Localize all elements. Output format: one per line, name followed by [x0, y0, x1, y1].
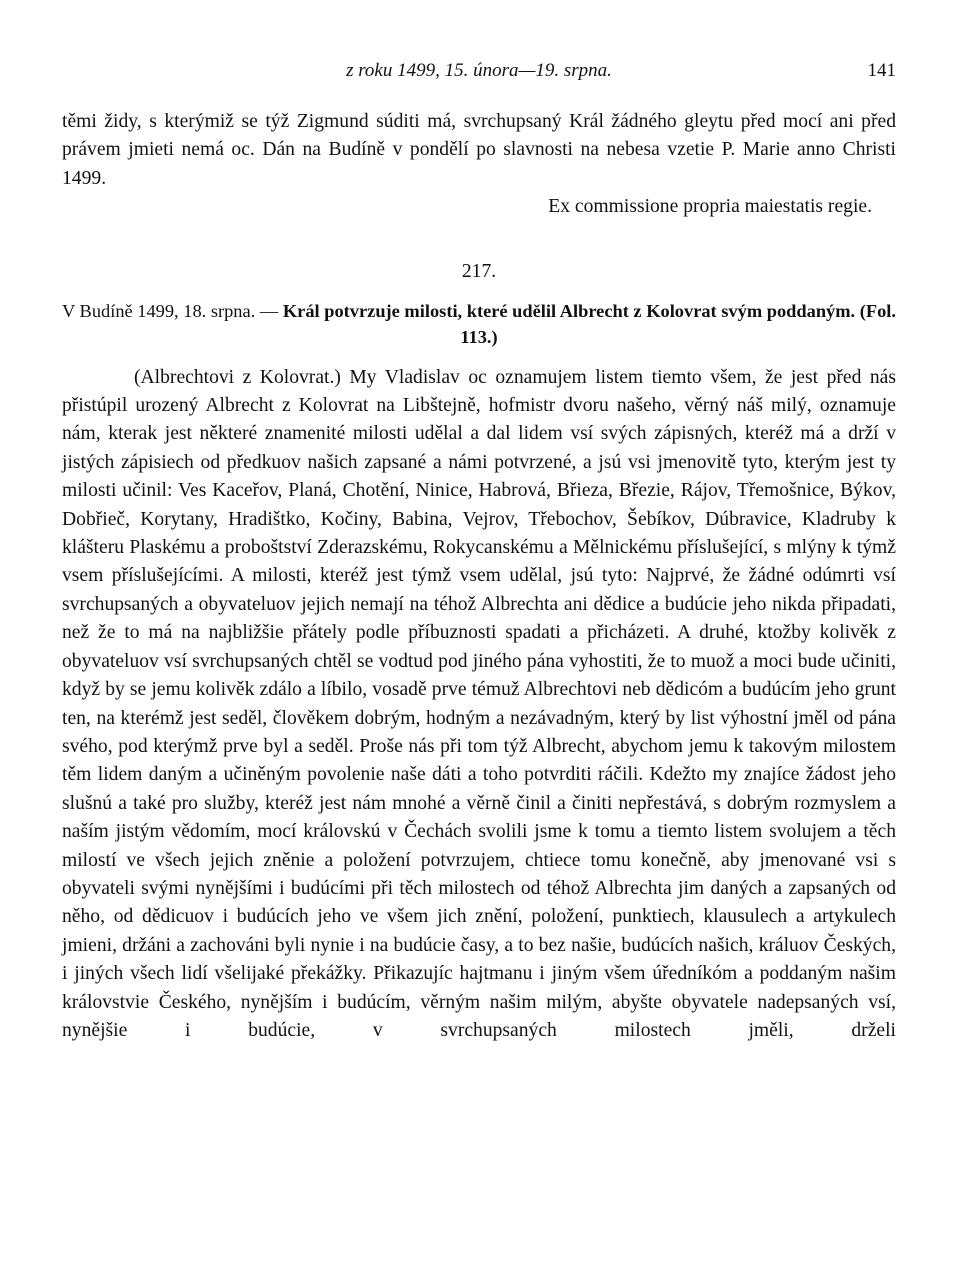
previous-document-text: těmi židy, s kterýmiž se týž Zigmund súditi má, svrchupsaný Král žádného gleytu před mocí ani před právem jmieti nemá oc. Dán na Budíně v pondělí po slavnosti na nebesa vzetie P. Marie anno Christi 1499.: [62, 111, 896, 189]
page-header: [62, 60, 896, 90]
document-body: [62, 364, 896, 1046]
regest-place-date: V Budíně 1499, 18. srpna. —: [62, 300, 279, 321]
document-regest: [62, 298, 896, 350]
running-title: z roku 1499, 15. února—19. srpna.: [346, 60, 612, 81]
document-body-text: (Albrechtovi z Kolovrat.) My Vladislav oc oznamujem listem tiemto všem, že jest před nás přistúpil urozený Albrecht z Kolovrat na Libštejně, hofmistr dvoru našeho, věrný náš milý, oznamuje nám, kterak jest některé znamenité milosti udělal a dal lidem vsí svých zápisných, kteréž má a drží v jistých zápisiech od předkuov našich zapsané a námi potvrzené, a jsú vsi jmenovitě tyto, kterým jest ty milosti učinil: Ves Kaceřov, Planá, Chotění, Ninice, Habrová, Břieza, Březie, Rájov, Třemošnice, Býkov, Dobřieč, Korytany, Hradištko, Kočiny, Babina, Vejrov, Třebochov, Šebíkov, Dúbravice, Kladruby k klášteru Plaskému a proboštství Zderazskému, Rokycanskému a Mělnickému příslušející, s mlýny k týmž vsem příslušejícími. A milosti, kteréž jest týmž vsem udělal, jsú tyto: Najprvé, že žádné odúmrti vsí svrchupsaných a obyvateluov jejich nemají na téhož Albrechta ani dědice a budúcie jeho nikda připadati, než že to má na najbližšie přátely podle příbuznosti spadati a přicházeti. A druhé, ktožby kolivěk z obyvateluov vsí svrchupsaných chtěl se vodtud pod jiného pána vyhostiti, že to muož a moci bude učiniti, když by se jemu kolivěk zdálo a líbilo, vosadě prve témuž Albrechtovi neb dědicóm a budúcím jeho grunt ten, na kterémž jest seděl, člověkem dobrým, hodným a nezávadným, který by list výhostní jměl od pána svého, pod kterýmž prve byl a seděl. Proše nás při tom týž Albrecht, abychom jemu k takovým milostem těm lidem daným a učiněným povolenie naše dáti a toho potvrditi ráčili. Kdežto my znajíce žádost jeho slušnú a také pro služby, kteréž jest nám mnohé a věrně činil a činiti nepřestává, s dobrým rozmyslem a naším jistým vědomím, mocí královskú v Čechách svolili jsme k tomu a tiemto listem svolujem a těch milostí ve všech jejich zněnie a položení potvrzujem, chtiece tomu konečně, aby jmenované vsi s obyvateli svými nynějšími i budúcími při těch milostech od téhož Albrechta jim daných a zapsaných od něho, od dědicuov i budúcích jeho ve všem jich znění, položení, punktiech, klausulech a artykulech jmieni, držáni a zachováni byli nynie i na budúcie časy, a to bez našie, budúcích našich, králuov Českých, i jiných všech lidí všelijaké překážky. Přikazujíc hajtmanu i jiným všem úředníkóm a poddaným našim královstvie Českého, nynějším i budúcím, věrným našim milým, abyšte obyvatele nadepsaných vsí, nynějšie i budúcie, v svrchupsaných milostech jměli, drželi: [62, 366, 896, 1041]
previous-document-end: [62, 108, 896, 222]
commission-signature: Ex commissione propria maiestatis regie.: [548, 196, 872, 218]
regest-summary: Král potvrzuje milosti, které udělil Albrecht z Kolovrat svým poddaným. (Fol. 113.): [282, 300, 897, 347]
page-number: 141: [867, 60, 896, 81]
document-number: 217.: [461, 260, 497, 282]
document-217: [62, 258, 896, 1046]
document-page: [62, 60, 896, 1045]
